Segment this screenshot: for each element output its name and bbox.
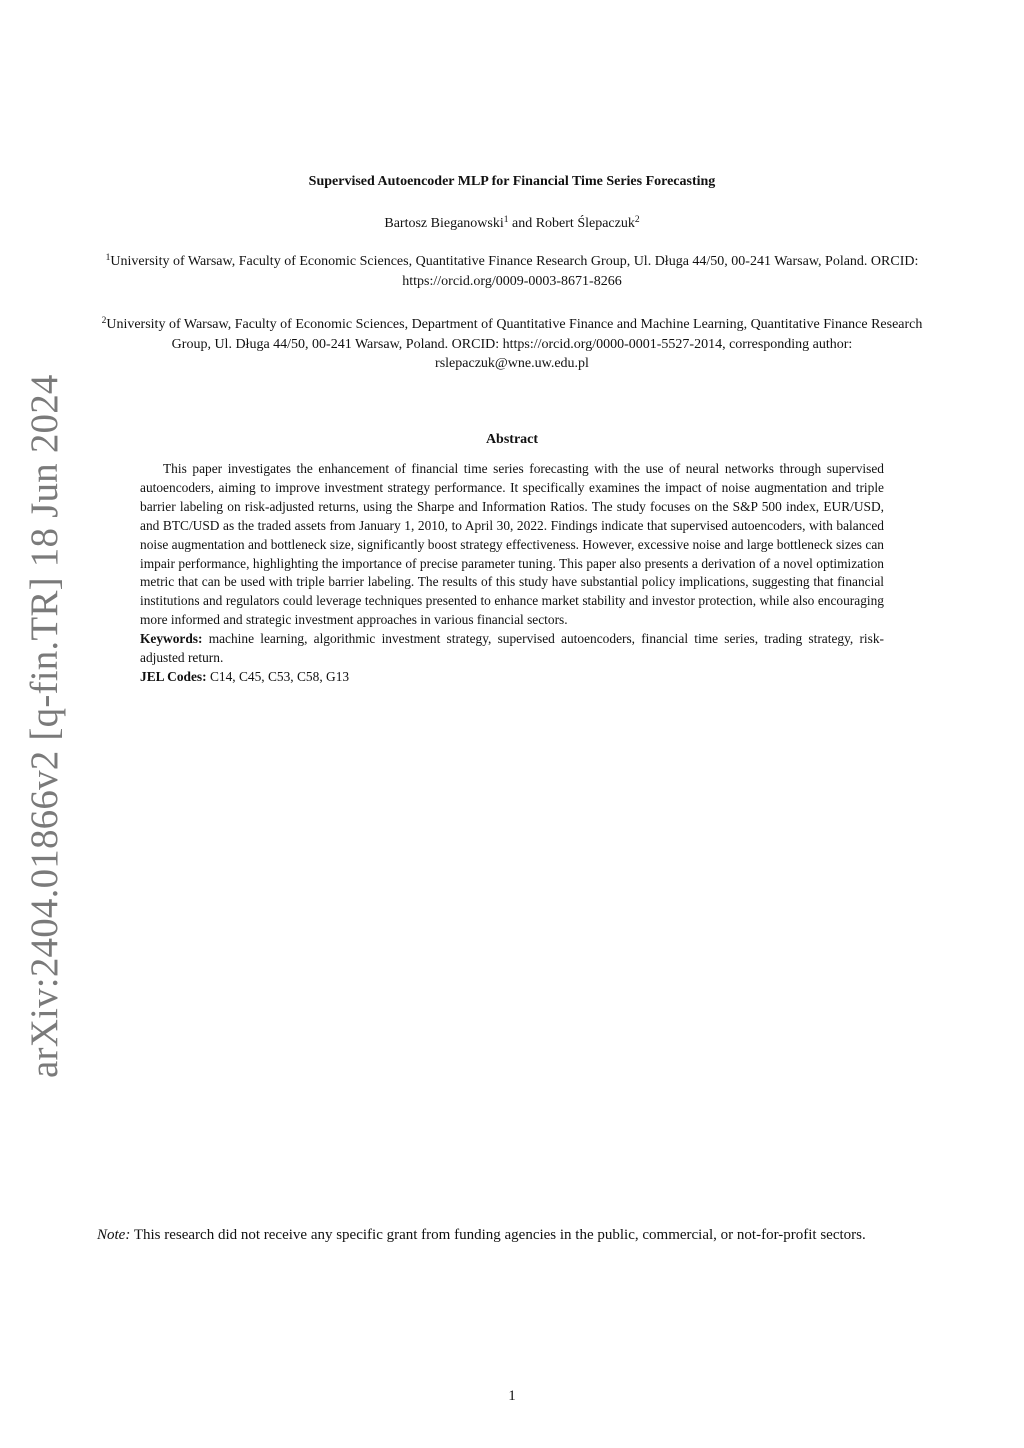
affiliation-text: University of Warsaw, Faculty of Economic Sciences, Quantitative Finance Research Group, Ul. Długa 44/50, 00-241 Warsaw, Poland. ORCID: https://orcid.org/0009-0003-8671-8266 <box>110 254 919 289</box>
keywords-text: machine learning, algorithmic investment strategy, supervised autoencoders, financial time series, trading strategy, risk-adjusted return. <box>140 631 884 666</box>
affiliation-marker: 1 <box>503 215 509 225</box>
affiliation-marker: 1 <box>105 253 111 263</box>
author-name: Robert Ślepaczuk <box>535 216 635 231</box>
keywords-line <box>140 630 884 668</box>
paper-title: Supervised Autoencoder MLP for Financial Time Series Forecasting <box>308 174 716 189</box>
arxiv-identifier: arXiv:2404.01866v2 [q-fin.TR] 18 Jun 2024 <box>23 374 66 1078</box>
keywords-label: Keywords: <box>140 631 203 647</box>
abstract-block <box>140 460 884 687</box>
author-line <box>0 216 1024 232</box>
note-label: Note: <box>97 1227 131 1243</box>
note-text: This research did not receive any specific grant from funding agencies in the public, commercial, or not-for-profit sectors. <box>133 1227 866 1243</box>
author-name: Bartosz Bieganowski <box>384 216 504 231</box>
funding-note <box>97 1225 927 1245</box>
affiliation-1 <box>100 252 924 291</box>
author-conjunction: and <box>508 216 536 231</box>
abstract-text: This paper investigates the enhancement of financial time series forecasting with the use of neural networks through supervised autoencoders, aiming to improve investment strategy performance. It specifically examines the impact of noise augmentation and triple barrier labeling on risk-adjusted returns, using the Sharpe and Information Ratios. The study focuses on the S&P 500 index, EUR/USD, and BTC/USD as the traded assets from January 1, 2010, to April 30, 2022. Findings indicate that supervised autoencoders, with balanced noise augmentation and bottleneck size, significantly boost strategy effectiveness. However, excessive noise and large bottleneck sizes can impair performance, highlighting the importance of precise parameter tuning. This paper also presents a derivation of a novel optimization metric that can be used with triple barrier labeling. The results of this study have substantial policy implications, suggesting that financial institutions and regulators could leverage techniques presented to enhance market stability and investor protection, while also encouraging more informed and strategic investment approaches in various financial sectors. <box>140 461 884 628</box>
affiliation-marker: 2 <box>634 215 640 225</box>
affiliation-text: University of Warsaw, Faculty of Economic Sciences, Department of Quantitative Finance and Machine Learning, Quantitative Finance Research Group, Ul. Długa 44/50, 00-241 Warsaw, Poland. ORCID: https://orcid.org/0000-0001-5527-2014, corresponding author: rslepaczuk@wne.uw.edu.pl <box>106 317 923 371</box>
affiliation-marker: 2 <box>101 316 107 326</box>
affiliation-2 <box>100 315 924 374</box>
jel-codes-label: JEL Codes: <box>140 668 207 684</box>
jel-codes-line <box>140 668 884 687</box>
jel-codes-text: C14, C45, C53, C58, G13 <box>209 668 350 684</box>
page-number: 1 <box>508 1388 516 1404</box>
abstract-heading: Abstract <box>485 432 539 447</box>
